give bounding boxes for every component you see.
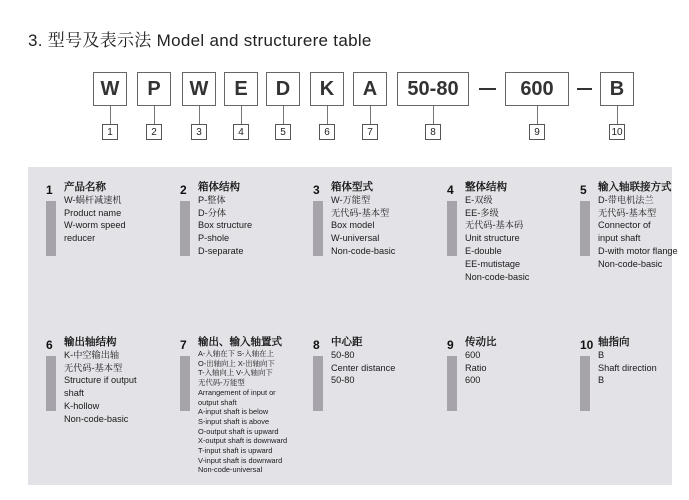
code-index-8: 8 xyxy=(425,124,441,140)
legend-item-line: T-入轴向上 V-入轴向下 xyxy=(198,368,273,378)
legend-item-line: Shaft direction xyxy=(598,362,657,373)
code-index-3: 3 xyxy=(191,124,207,140)
legend-item-line: Center distance xyxy=(331,362,396,373)
legend-item-bar xyxy=(180,201,190,256)
legend-item-line: A-input shaft is below xyxy=(198,407,269,417)
legend-item-heading: 产品名称 xyxy=(64,181,106,193)
code-separator-dash xyxy=(577,88,592,90)
legend-item-number: 3 xyxy=(313,183,320,197)
legend-item-line: Connector of xyxy=(598,220,651,231)
code-box-2: P xyxy=(137,72,171,106)
legend-item-heading: 输入轴联接方式 xyxy=(598,181,672,193)
legend-item-text xyxy=(64,181,126,245)
code-box-10: B xyxy=(600,72,634,106)
code-connector-line xyxy=(154,106,155,124)
legend-item-text xyxy=(598,181,678,271)
legend-item-text xyxy=(465,181,529,283)
code-connector-line xyxy=(241,106,242,124)
legend-item-heading: 轴指向 xyxy=(598,336,630,348)
legend-item-bar xyxy=(46,201,56,256)
legend-item-heading: 传动比 xyxy=(465,336,497,348)
legend-item-text xyxy=(64,336,137,426)
legend-item-line: E-double xyxy=(465,245,502,256)
code-box-8: 50-80 xyxy=(397,72,469,106)
legend-item-line: EE-mutistage xyxy=(465,258,521,269)
legend-item-bar xyxy=(46,356,56,411)
code-connector-line xyxy=(537,106,538,124)
code-box-4: E xyxy=(224,72,258,106)
legend-item-line: 50-80 xyxy=(331,375,355,386)
legend-item-line: D-带电机法兰 xyxy=(598,194,654,205)
legend-item-line: O-output shaft is upward xyxy=(198,426,279,436)
code-box-3: W xyxy=(182,72,216,106)
legend-item-number: 6 xyxy=(46,338,53,352)
legend-item-text xyxy=(331,336,395,387)
legend-item-line: Non-code-basic xyxy=(465,271,530,282)
legend-item-line: Ratio xyxy=(465,362,487,373)
code-separator-dash xyxy=(479,88,496,90)
legend-item-text xyxy=(465,336,497,387)
code-box-1: W xyxy=(93,72,127,106)
legend-item-text xyxy=(331,181,395,258)
legend-item-line: 600 xyxy=(465,349,481,360)
legend-item-heading: 箱体型式 xyxy=(331,181,373,193)
legend-item-line: EE-多级 xyxy=(465,207,499,218)
legend-item-line: W-universal xyxy=(331,233,380,244)
legend-item-line: 无代码-基本型 xyxy=(331,207,390,218)
legend-item-line: Unit structure xyxy=(465,233,520,244)
code-index-1: 1 xyxy=(102,124,118,140)
legend-item-line: shaft xyxy=(64,388,84,399)
legend-item-line: 无代码-基本码 xyxy=(465,220,524,231)
legend-item-line: T-input shaft is upward xyxy=(198,446,273,456)
legend-item-line: input shaft xyxy=(598,233,641,244)
legend-item-line: reducer xyxy=(64,233,96,244)
legend-item-line: W-蜗杆减速机 xyxy=(64,194,122,205)
legend-item-line: Box model xyxy=(331,220,375,231)
legend-item-line: Non-code-basic xyxy=(64,413,129,424)
code-connector-line xyxy=(433,106,434,124)
legend-item-number: 8 xyxy=(313,338,320,352)
legend-item-line: 无代码-万能型 xyxy=(198,378,245,388)
code-connector-line xyxy=(199,106,200,124)
legend-item-text xyxy=(198,181,252,258)
legend-item-line: S-input shaft is above xyxy=(198,416,270,426)
legend-item-bar xyxy=(313,201,323,256)
legend-item-line: 无代码-基本型 xyxy=(598,207,657,218)
code-connector-line xyxy=(327,106,328,124)
legend-item-line: Non-code-universal xyxy=(198,465,263,475)
legend-item-line: Non-code-basic xyxy=(598,258,663,269)
code-index-6: 6 xyxy=(319,124,335,140)
code-box-5: D xyxy=(266,72,300,106)
code-box-9: 600 xyxy=(505,72,569,106)
legend-item-line: A-入轴在下 S-入轴在上 xyxy=(198,349,274,358)
legend-item-bar xyxy=(180,356,190,411)
code-index-4: 4 xyxy=(233,124,249,140)
legend-item-number: 5 xyxy=(580,183,587,197)
legend-item-number: 4 xyxy=(447,183,454,197)
legend-item-number: 10 xyxy=(580,338,594,352)
legend-item-bar xyxy=(580,201,590,256)
legend-item-number: 1 xyxy=(46,183,53,197)
legend-item-heading: 输出、输入轴置式 xyxy=(198,336,282,348)
legend-item-line: E-双级 xyxy=(465,194,493,205)
legend-item-heading: 箱体结构 xyxy=(198,181,240,193)
code-connector-line xyxy=(283,106,284,124)
legend-item-line: P-shole xyxy=(198,233,230,244)
legend-item-line: Product name xyxy=(64,207,122,218)
legend-item-bar xyxy=(313,356,323,411)
legend-item-line: W-worm speed xyxy=(64,220,126,231)
legend-item-line: 600 xyxy=(465,375,481,386)
legend-item-number: 9 xyxy=(447,338,454,352)
legend-item-line: K-hollow xyxy=(64,400,100,411)
legend-item-line: K-中空输出轴 xyxy=(64,349,120,360)
code-connector-line xyxy=(617,106,618,124)
code-index-7: 7 xyxy=(362,124,378,140)
code-index-9: 9 xyxy=(529,124,545,140)
legend-item-line: W-万能型 xyxy=(331,194,371,205)
code-connector-line xyxy=(110,106,111,124)
legend-item-line: B xyxy=(598,349,605,360)
code-index-10: 10 xyxy=(609,124,625,140)
legend-item-line: D-with motor flange xyxy=(598,245,678,256)
legend-item-line: Arrangement of input or xyxy=(198,387,276,397)
legend-item-line: O-出轴向上 X-出轴向下 xyxy=(198,358,275,368)
legend-item-heading: 中心距 xyxy=(331,336,363,348)
legend-item-number: 2 xyxy=(180,183,187,197)
legend-item-bar xyxy=(447,201,457,256)
code-index-2: 2 xyxy=(146,124,162,140)
legend-item-bar xyxy=(580,356,590,411)
legend-item-line: V-input shaft is downward xyxy=(198,455,283,465)
code-box-6: K xyxy=(310,72,344,106)
legend-item-line: X-output shaft is downward xyxy=(198,436,288,446)
legend-item-line: 50-80 xyxy=(331,349,355,360)
code-index-5: 5 xyxy=(275,124,291,140)
legend-item-line: Structure if output xyxy=(64,375,137,386)
legend-item-line: output shaft xyxy=(198,397,237,407)
legend-item-number: 7 xyxy=(180,338,187,352)
legend-item-text xyxy=(598,336,657,387)
legend-item-line: 无代码-基本型 xyxy=(64,362,123,373)
legend-item-text xyxy=(198,336,287,475)
legend-item-line: D-separate xyxy=(198,245,244,256)
code-box-7: A xyxy=(353,72,387,106)
page-title: 3. 型号及表示法 Model and structurere table xyxy=(28,31,372,50)
legend-item-line: Non-code-basic xyxy=(331,245,396,256)
legend-item-line: Box structure xyxy=(198,220,253,231)
legend-item-line: D-分体 xyxy=(198,207,227,218)
legend-item-heading: 整体结构 xyxy=(465,181,507,193)
legend-item-bar xyxy=(447,356,457,411)
legend-item-line: B xyxy=(598,375,605,386)
code-connector-line xyxy=(370,106,371,124)
legend-item-heading: 输出轴结构 xyxy=(64,336,117,348)
legend-item-line: P-整体 xyxy=(198,194,226,205)
